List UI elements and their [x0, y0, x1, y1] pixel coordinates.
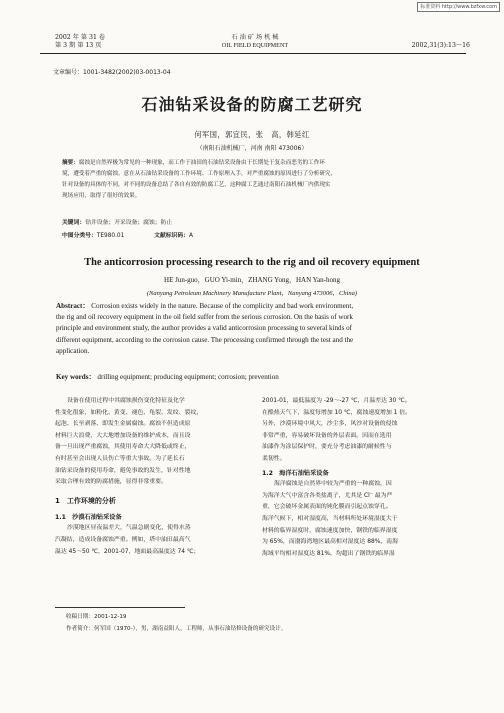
abstract-en-line: Abstract： Corrosion exists widely in the nature. Because of the complicity and bad work environment,: [56, 302, 354, 310]
body-line: 温达 45～50 ℃，2001-07，地面最高温度达 74 ℃；: [55, 548, 200, 555]
body-line: 在酷热天气下，温度每增加 10 ℃，腐蚀速度增加 1 倍。: [262, 409, 412, 416]
keywords-en-label: Key words：: [56, 373, 96, 381]
abstract-cn-line: 摘要：腐蚀是自然界极为常见的一种现象，而工作于油田的石油钻采设备由于长期处于复杂而恶劣的工作环: [62, 160, 325, 166]
journal-name-cn: 石 油 矿 场 机 械: [231, 34, 279, 41]
abstract-en-label: Abstract：: [56, 302, 90, 310]
body-line: 海洋腐蚀是自然界中较为严重的一种腐蚀，因: [274, 481, 392, 488]
body-line: 材料的临界湿度时，腐蚀速度加快，钢铁的临界湿度: [262, 527, 398, 534]
title-en: The anticorrosion processing research to the rig and oil recovery equipment: [84, 257, 420, 268]
abstract-en-line: the rig and oil recovery equipment in the oil field suffer from the serious corrosion. On the basis of work: [56, 313, 353, 322]
body-line: 设备在使用过程中其腐蚀损伤变化特征及化学: [67, 398, 185, 404]
clc-code: TE980.01: [96, 233, 125, 239]
header-volume: 2002 年 第 31 卷: [55, 34, 106, 41]
keywords-cn: [62, 217, 172, 226]
abstract-en-line: different equipment, according to the corrosion cause. The processing confirmed through the test and the: [56, 335, 354, 344]
body-line: 有时甚至会出现人员伤亡等重大事故。为了延长石: [55, 455, 185, 462]
body-line: 材料巨大浪费，大大地增加设备的维护成本，而且设: [55, 432, 191, 439]
body-line: 2001-01，最低温度为 -29～-27 ℃，月温差达 30 ℃。: [262, 398, 411, 404]
subsection-heading: 1.2 海洋石油钻采设备: [262, 469, 329, 477]
body-line: 非常严重，容易破坏设备的外层表面。因而在选用: [262, 432, 392, 439]
section-heading: 1 工作环境的分析: [55, 496, 116, 505]
keywords-en-text: drilling equipment; producing equipment; corrosion; prevention: [97, 373, 279, 381]
abstract-en-line: application.: [56, 346, 90, 355]
article-number: 文章编号：1001-3482(2002)03-0013-04: [53, 69, 171, 76]
footnote-author: 作者简介：何军国（1970-），男，湖南益阳人，工程师，从事石油钻修设备的研究设计。: [66, 626, 287, 632]
keywords-cn-text: 钻井设备；开采设备；腐蚀；防止: [85, 220, 173, 226]
abstract-en: [56, 301, 454, 357]
header-issue: 第 3 期 第 13 页: [55, 42, 102, 49]
body-line: 油漆作为涂层保护时，要充分考虑油漆的耐候性与: [262, 444, 392, 451]
body-line: 为海洋大气中富含各类盐离子，尤其是 Cl⁻ 最为严: [262, 492, 393, 499]
clc-label: 中图分类号：: [62, 233, 97, 239]
body-line: 海域平均相对湿度达 81%，均超出了钢铁的临界湿: [262, 550, 395, 557]
body-line: 油钻采设备的使用寿命，避免事故的发生，针对性地: [55, 467, 191, 474]
title-cn: 石油钻采设备的防腐工艺研究: [141, 95, 363, 114]
journal-name-en: OIL FIELD EQUIPMENT: [221, 42, 289, 49]
body-line: 为 65%，而渤海湾地区最高相对湿度达 88%，南海: [262, 539, 398, 546]
header-rule: [40, 53, 466, 54]
body-line: 起泡、长至剥落、即发生金属腐蚀。腐蚀不但造成原: [55, 421, 191, 428]
body-line: 另外，沙漠环境中风大，沙尘多，风沙对设备的侵蚀: [262, 421, 398, 428]
keywords-cn-label: 关键词：: [62, 220, 86, 226]
abstract-cn: [62, 158, 454, 202]
body-line: 采取合理有效的防腐措施，显得非常重要。: [55, 479, 167, 486]
body-column-right: [262, 396, 454, 560]
body-column-left: [55, 396, 247, 558]
header-right: [380, 42, 470, 50]
header-citation: 2002,31(3):13～16: [411, 42, 470, 49]
body-line: 重，它会破坏金属表面的钝化膜而引起点蚀穿孔。: [262, 504, 392, 511]
body-line: 沙漠地区昼夜温差大，气温急剧变化，使得水蒸: [67, 525, 191, 532]
keywords-en: [56, 372, 279, 382]
body-line: 汽凝结，造成设备腐蚀严重。例如，塔中油田最高气: [55, 536, 191, 543]
doc-code: A: [188, 233, 193, 239]
abstract-cn-label: 摘要：: [62, 160, 79, 166]
abstract-cn-line: 针对设备的具体的不同，对不同的设备总结了各自有效的防腐工艺，这种腐工艺通过南阳石油机械厂内供现实: [62, 182, 331, 188]
download-stamp: 标准资料 http://www.bzfxw.com: [417, 2, 500, 12]
affiliation-en: (Nanyang Petroleum Machinery Manufacture Plant，Nanyang 473006，China): [146, 290, 358, 297]
abstract-en-line: principle and environment study, the author provides a valid anticorrosion processing to several kinds of: [56, 324, 353, 333]
doc-code-label: 文献标识码：: [154, 233, 189, 239]
abstract-cn-line: 境，遭受着严重的腐蚀。意在从石油钻采设备的工作环境、工作原理入手，对严重腐蚀的原因进行了分析研究，: [62, 171, 337, 177]
subsection-heading: 1.1 沙漠石油钻采设备: [55, 513, 122, 521]
header-left: [55, 34, 105, 50]
affiliation-cn: （南阳石油机械厂，河南 南阳 473006）: [196, 145, 308, 152]
body-line: 海洋气候下，相对湿度高，当材料所处环境湿度大于: [262, 515, 398, 522]
authors-cn: 何军国，郭宜民，张 高，韩延红: [194, 130, 310, 139]
authors-en: HE Jun-guo，GUO Yi-min，ZHANG Yong，HAN Yan-hong: [164, 276, 340, 284]
body-line: 柔韧性。: [262, 455, 286, 462]
body-line: 备一旦出现严重腐蚀，其使用寿命大大降低或终止，: [55, 444, 191, 451]
abstract-cn-line: 现场应用，取得了很好的效果。: [62, 193, 141, 199]
footnote-received: 收稿日期：2001-12-19: [66, 614, 127, 620]
header-center: [170, 34, 340, 50]
body-line: 性变化很象，如粉化、黄变、褪色、龟裂、发纹、裂纹、: [55, 409, 203, 416]
footnote-rule: [55, 607, 185, 608]
classification-cn: [62, 230, 193, 239]
